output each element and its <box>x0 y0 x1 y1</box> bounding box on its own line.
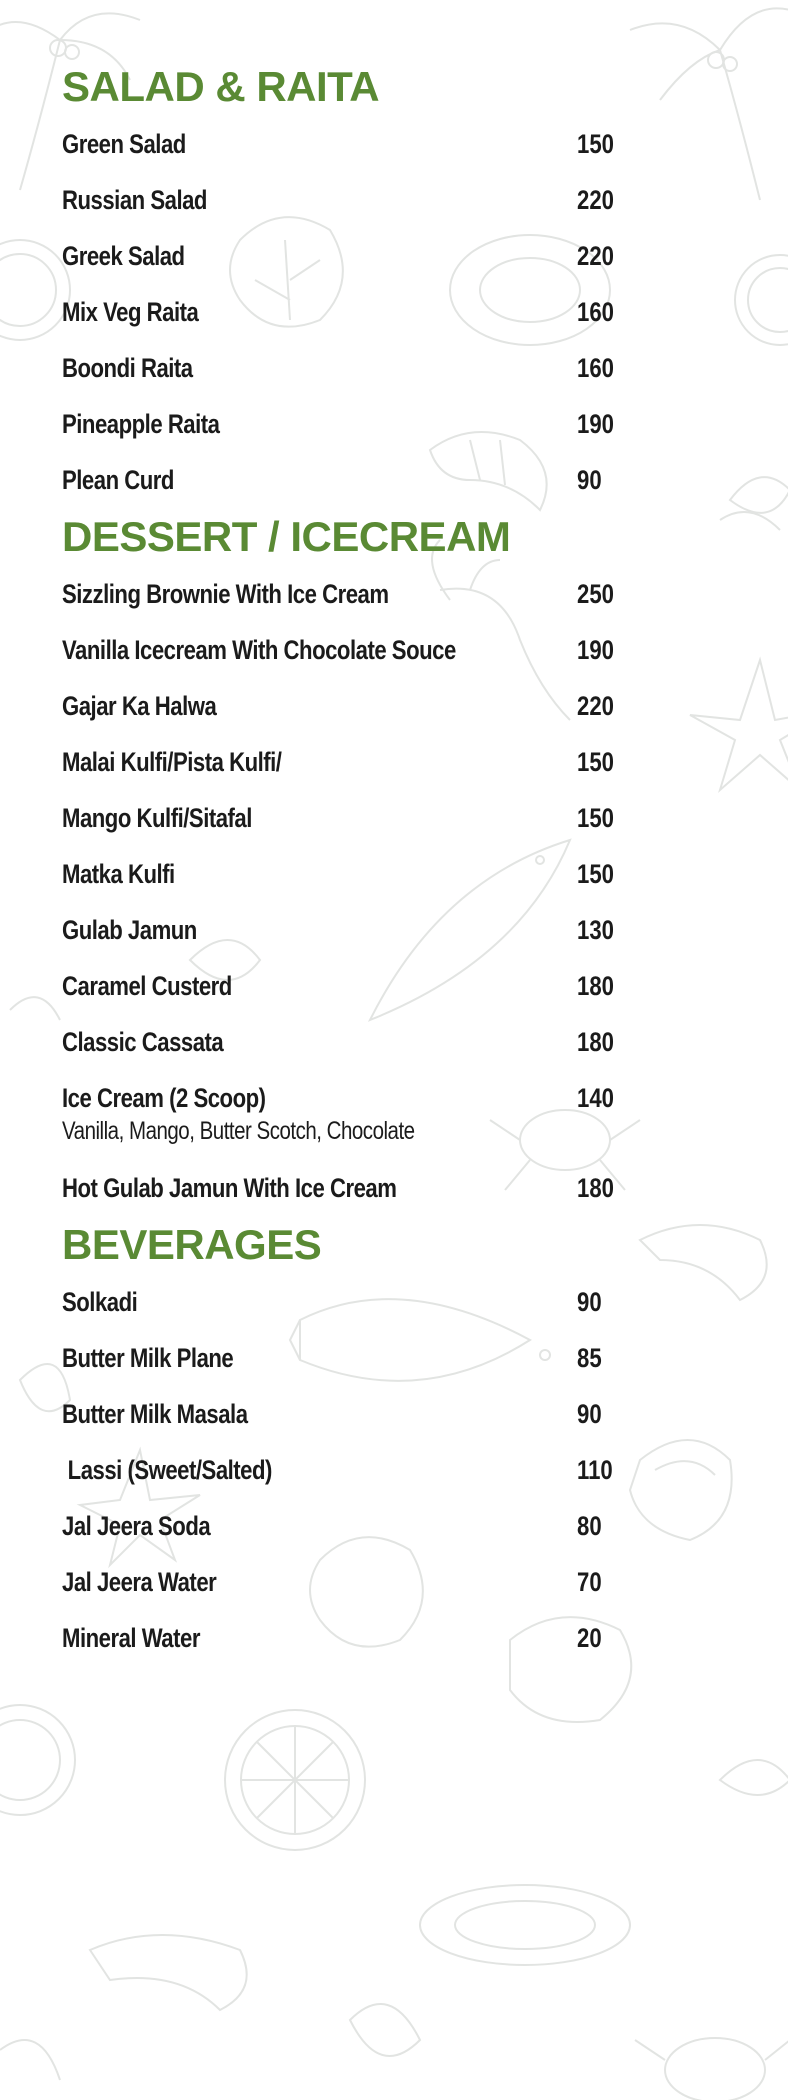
item-price-text: 160 <box>577 297 614 327</box>
item-price-text: 90 <box>577 1287 602 1317</box>
section-dessert-icecream <box>62 508 662 1216</box>
item-name <box>62 958 577 1014</box>
menu-item <box>62 340 662 396</box>
item-price-text: 80 <box>577 1511 602 1541</box>
leaf-icon <box>0 2004 420 2080</box>
menu-item <box>62 1330 662 1386</box>
item-name-text: Classic Cassata <box>62 1027 224 1057</box>
item-price-text: 90 <box>577 465 602 495</box>
lemon-icon <box>0 1705 75 1815</box>
item-price <box>577 1554 657 1610</box>
item-price <box>577 566 657 622</box>
item-price <box>577 1160 657 1216</box>
menu-item <box>62 566 662 622</box>
item-name-text: Matka Kulfi <box>62 859 175 889</box>
item-price-text: 85 <box>577 1343 602 1373</box>
item-price <box>577 622 657 678</box>
item-name <box>62 1274 577 1330</box>
item-name <box>62 172 577 228</box>
menu-item <box>62 1610 662 1666</box>
menu-item <box>62 172 662 228</box>
item-name-text: Sizzling Brownie With Ice Cream <box>62 579 389 609</box>
item-price-text: 150 <box>577 747 614 777</box>
item-price-text: 180 <box>577 971 614 1001</box>
section-beverages <box>62 1216 662 1666</box>
item-name-text: Boondi Raita <box>62 353 193 383</box>
menu-item <box>62 1070 662 1160</box>
item-price <box>577 1498 657 1554</box>
menu-item <box>62 1386 662 1442</box>
item-name-text: Lassi (Sweet/Salted) <box>62 1455 272 1485</box>
item-name-text: Gajar Ka Halwa <box>62 691 217 721</box>
item-name-text: Ice Cream (2 Scoop) <box>62 1083 266 1113</box>
item-price-text: 250 <box>577 579 614 609</box>
item-name <box>62 396 577 452</box>
item-price-text: 220 <box>577 185 614 215</box>
section-title: SALAD & RAITA <box>62 63 380 110</box>
item-price-text: 160 <box>577 353 614 383</box>
leaf-icon <box>720 477 788 530</box>
menu-item <box>62 1554 662 1610</box>
item-name-text: Pineapple Raita <box>62 409 220 439</box>
item-name <box>62 678 577 734</box>
item-name <box>62 1386 577 1442</box>
menu-item <box>62 1498 662 1554</box>
menu-item <box>62 846 662 902</box>
menu-item <box>62 1014 662 1070</box>
lemon-icon <box>225 1710 365 1850</box>
item-name-text: Vanilla Icecream With Chocolate Souce <box>62 635 456 665</box>
item-name-text: Malai Kulfi/Pista Kulfi/ <box>62 747 282 777</box>
item-price <box>577 1330 657 1386</box>
menu-item <box>62 678 662 734</box>
item-price <box>577 1386 657 1442</box>
item-price <box>577 1014 657 1070</box>
menu-item <box>62 958 662 1014</box>
item-name <box>62 284 577 340</box>
item-name-text: Greek Salad <box>62 241 185 271</box>
menu-item <box>62 1442 662 1498</box>
item-price <box>577 452 657 508</box>
item-price-text: 150 <box>577 859 614 889</box>
item-name <box>62 1070 577 1117</box>
item-price <box>577 790 657 846</box>
crab-icon <box>635 2038 788 2100</box>
menu-item <box>62 228 662 284</box>
item-price-text: 140 <box>577 1083 614 1113</box>
item-name-text: Mango Kulfi/Sitafal <box>62 803 252 833</box>
item-name <box>62 1014 577 1070</box>
item-name <box>62 452 577 508</box>
item-name <box>62 1442 577 1498</box>
star-anise-icon <box>690 660 788 790</box>
item-name <box>62 846 577 902</box>
item-price <box>577 734 657 790</box>
item-price <box>577 340 657 396</box>
item-price <box>577 1070 657 1117</box>
menu-item <box>62 1160 662 1216</box>
item-price-text: 220 <box>577 241 614 271</box>
section-salad-raita <box>62 58 662 508</box>
item-price <box>577 958 657 1014</box>
item-name <box>62 566 577 622</box>
item-name-text: Solkadi <box>62 1287 138 1317</box>
item-name <box>62 116 577 172</box>
item-name <box>62 1610 577 1666</box>
item-name-text: Mineral Water <box>62 1623 200 1653</box>
item-price <box>577 902 657 958</box>
item-name <box>62 228 577 284</box>
item-name-text: Gulab Jamun <box>62 915 197 945</box>
item-name <box>62 1498 577 1554</box>
item-name-text: Hot Gulab Jamun With Ice Cream <box>62 1173 397 1203</box>
menu-item <box>62 734 662 790</box>
lemon-icon <box>735 255 788 345</box>
item-price-text: 90 <box>577 1399 602 1429</box>
menu-item <box>62 284 662 340</box>
item-name-text: Mix Veg Raita <box>62 297 199 327</box>
item-name-text: Caramel Custerd <box>62 971 232 1001</box>
fish-icon <box>420 1885 630 1965</box>
item-price-text: 180 <box>577 1027 614 1057</box>
shrimp-icon <box>90 1935 247 2010</box>
menu-item <box>62 622 662 678</box>
item-price-text: 130 <box>577 915 614 945</box>
item-price-text: 190 <box>577 635 614 665</box>
section-title: DESSERT / ICECREAM <box>62 513 511 560</box>
item-price-text: 150 <box>577 129 614 159</box>
item-name <box>62 1160 577 1216</box>
item-price <box>577 116 657 172</box>
item-name <box>62 902 577 958</box>
menu-item <box>62 902 662 958</box>
item-name <box>62 734 577 790</box>
item-price-text: 220 <box>577 691 614 721</box>
menu-item <box>62 1274 662 1330</box>
item-name <box>62 1330 577 1386</box>
item-price-text: 110 <box>577 1455 613 1485</box>
item-price-text: 70 <box>577 1567 602 1597</box>
item-price <box>577 1274 657 1330</box>
item-name-text: Plean Curd <box>62 465 174 495</box>
leaf-icon <box>720 1760 788 1795</box>
item-name-text: Jal Jeera Soda <box>62 1511 211 1541</box>
item-subtitle <box>62 1117 577 1145</box>
item-price-text: 190 <box>577 409 614 439</box>
item-price <box>577 172 657 228</box>
item-price-text: 180 <box>577 1173 614 1203</box>
item-price <box>577 228 657 284</box>
item-price <box>577 284 657 340</box>
menu-item <box>62 116 662 172</box>
item-price <box>577 396 657 452</box>
item-name <box>62 622 577 678</box>
item-name-text: Butter Milk Plane <box>62 1343 234 1373</box>
menu-item <box>62 790 662 846</box>
item-price <box>577 1610 657 1666</box>
item-name <box>62 790 577 846</box>
lemon-icon <box>0 240 70 340</box>
menu-item <box>62 452 662 508</box>
item-name <box>62 340 577 396</box>
item-name-text: Green Salad <box>62 129 186 159</box>
menu-content <box>62 58 662 1666</box>
item-name <box>62 1554 577 1610</box>
menu-item <box>62 396 662 452</box>
item-subtitle-text: Vanilla, Mango, Butter Scotch, Chocolate <box>62 1117 415 1145</box>
item-name-text: Butter Milk Masala <box>62 1399 248 1429</box>
section-title: BEVERAGES <box>62 1221 322 1268</box>
item-price-text: 20 <box>577 1623 602 1653</box>
item-name-text: Jal Jeera Water <box>62 1567 217 1597</box>
item-price <box>577 846 657 902</box>
item-name-text: Russian Salad <box>62 185 207 215</box>
item-price <box>577 1442 657 1498</box>
item-price <box>577 678 657 734</box>
item-price-text: 150 <box>577 803 614 833</box>
item-name-block <box>62 1070 577 1145</box>
